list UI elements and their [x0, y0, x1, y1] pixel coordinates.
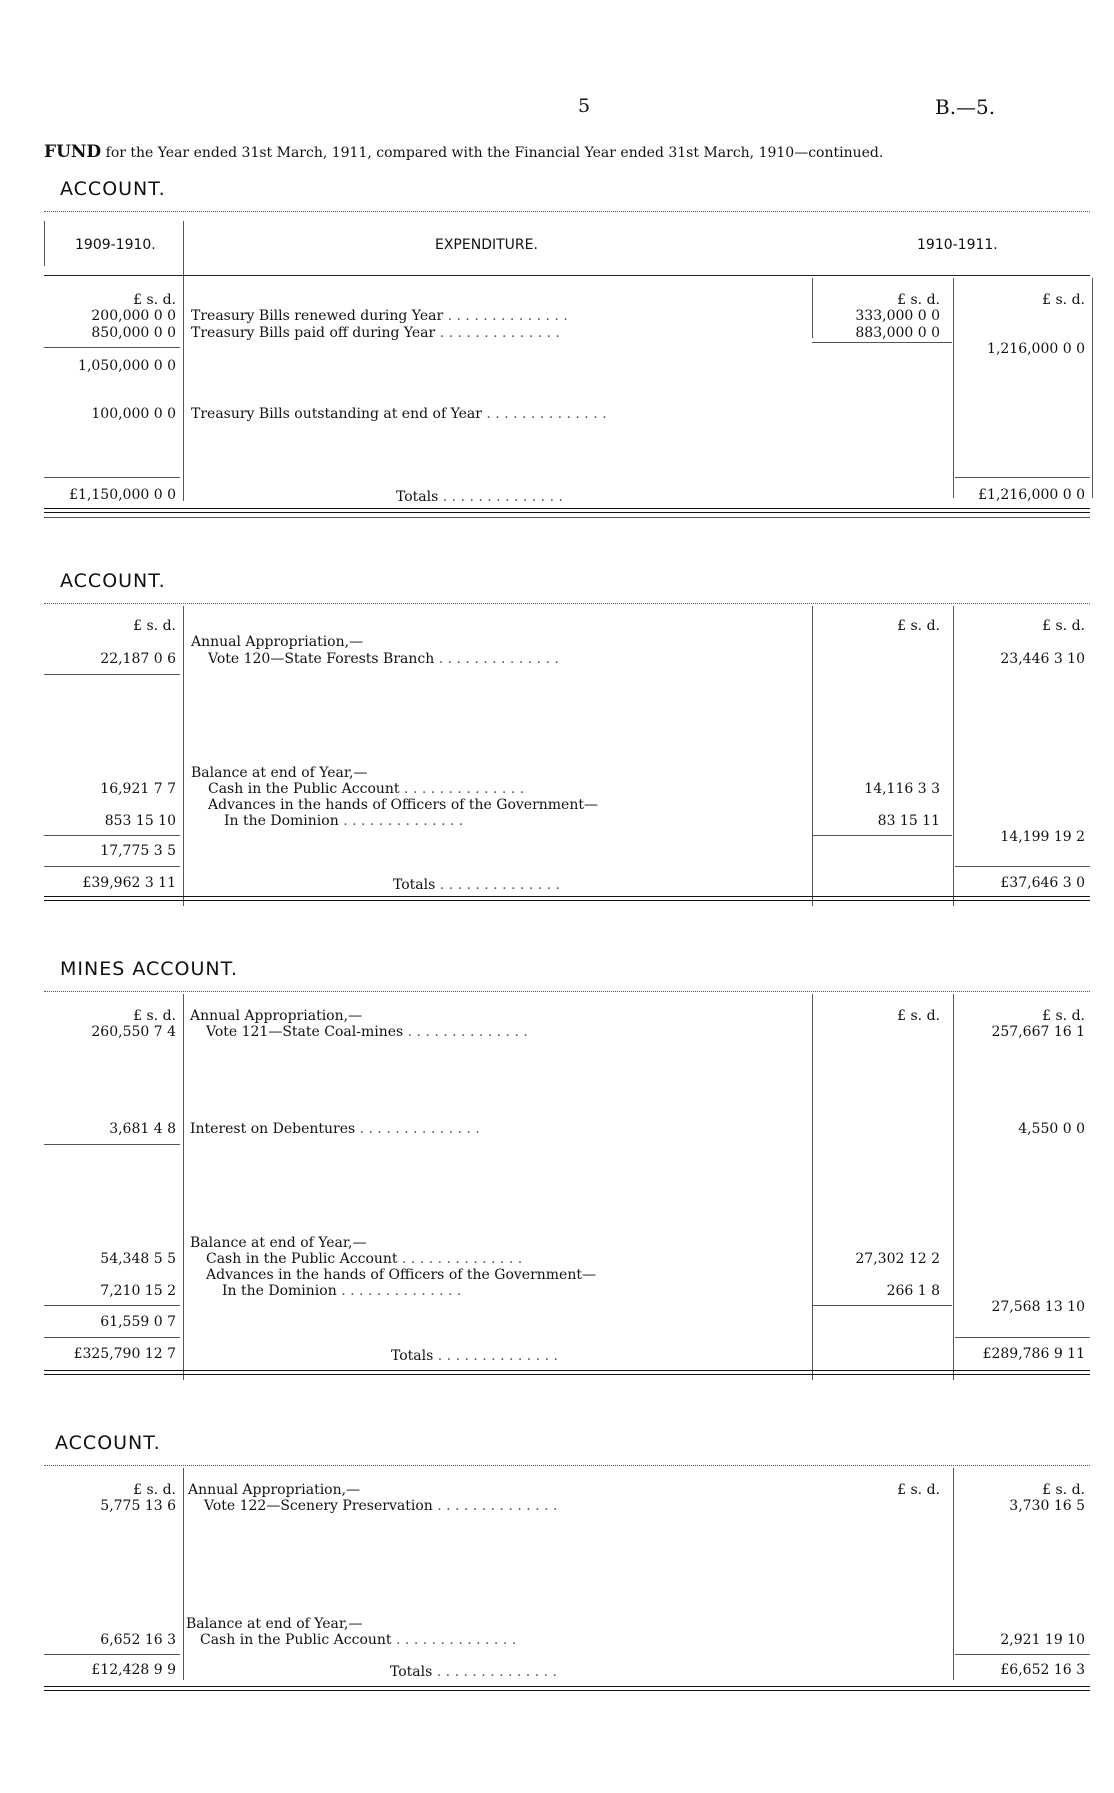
section4-unit-right: £ s. d. [1042, 1482, 1085, 1498]
section1-unit-prev: £ s. d. [133, 292, 176, 308]
section3-subtotal-prev: 61,559 0 7 [100, 1314, 176, 1330]
section2-dominion-prev: 853 15 10 [104, 813, 176, 829]
section2-title: ACCOUNT. [60, 570, 166, 592]
section4-cash: Cash in the Public Account . . . . . . . . . . . . . . [200, 1632, 517, 1648]
section3-balance: Balance at end of Year,— [190, 1235, 367, 1251]
section2-cash-mid: 14,116 3 3 [864, 781, 940, 797]
section3-dominion-mid: 266 1 8 [886, 1283, 940, 1299]
section4-cash-leaders: . . . . . . . . . . . . . . [396, 1632, 517, 1648]
section3-unit-prev: £ s. d. [133, 1008, 176, 1024]
section4-cash-right: 2,921 19 10 [1000, 1632, 1085, 1648]
section2-subtotal-prev: 17,775 3 5 [100, 843, 176, 859]
page-heading [44, 142, 883, 162]
section3-dominion-leaders: . . . . . . . . . . . . . . [341, 1283, 462, 1299]
section1-total-prev: £1,150,000 0 0 [69, 487, 176, 503]
section2-cash-leaders: . . . . . . . . . . . . . . [404, 781, 525, 797]
section2-total-leaders: . . . . . . . . . . . . . . [439, 877, 560, 893]
section2-total-prev: £39,962 3 11 [82, 875, 176, 891]
section2-dominion: In the Dominion . . . . . . . . . . . . . . [224, 813, 464, 829]
section1-row3-prev: 100,000 0 0 [91, 406, 176, 422]
section3-dominion-prev: 7,210 15 2 [100, 1283, 176, 1299]
section1-unit-right: £ s. d. [1042, 292, 1085, 308]
section3-vote: Vote 121—State Coal-mines . . . . . . . . . . . . . . [206, 1024, 528, 1040]
section3-cash-leaders: . . . . . . . . . . . . . . [402, 1251, 523, 1267]
section3-vote-right: 257,667 16 1 [991, 1024, 1085, 1040]
section1-row2-desc: Treasury Bills paid off during Year . . . . . . . . . . . . . . [191, 325, 560, 341]
section3-total-leaders: . . . . . . . . . . . . . . [437, 1348, 558, 1364]
section4-unit-mid: £ s. d. [897, 1482, 940, 1498]
section1-subtotal-prev: 1,050,000 0 0 [78, 358, 176, 374]
page-reference: B.—5. [935, 95, 996, 119]
section4-total-label: Totals . . . . . . . . . . . . . . [390, 1664, 557, 1680]
section3-title: MINES ACCOUNT. [60, 958, 238, 980]
section4-vote-prev: 5,775 13 6 [100, 1498, 176, 1514]
section1-row1-prev: 200,000 0 0 [91, 308, 176, 324]
section2-dominion-leaders: . . . . . . . . . . . . . . [343, 813, 464, 829]
section1-total-label: Totals . . . . . . . . . . . . . . [396, 489, 563, 505]
section3-interest-prev: 3,681 4 8 [109, 1121, 176, 1137]
section4-unit-prev: £ s. d. [133, 1482, 176, 1498]
section1-total-right: £1,216,000 0 0 [978, 487, 1085, 503]
section4-total-prev: £12,428 9 9 [91, 1662, 176, 1678]
section2-vote-right: 23,446 3 10 [1000, 651, 1085, 667]
section1-row2-mid: 883,000 0 0 [855, 325, 940, 341]
section1-col-curr: 1910-1911. [917, 237, 998, 253]
section1-row1-mid: 333,000 0 0 [855, 308, 940, 324]
section2-total-right: £37,646 3 0 [1000, 875, 1085, 891]
section4-vote-right: 3,730 16 5 [1009, 1498, 1085, 1514]
section4-balance: Balance at end of Year,— [186, 1616, 363, 1632]
heading-rest: for the Year ended 31st March, 1911, compared with the Financial Year ended 31st March, 1910—continued. [105, 145, 884, 161]
section2-cash-prev: 16,921 7 7 [100, 781, 176, 797]
section3-appropriation: Annual Appropriation,— [190, 1008, 363, 1024]
section4-title: ACCOUNT. [55, 1432, 161, 1454]
section2-total-label: Totals . . . . . . . . . . . . . . [393, 877, 560, 893]
section3-interest: Interest on Debentures . . . . . . . . . . . . . . [190, 1121, 480, 1137]
section2-vote-leaders: . . . . . . . . . . . . . . [438, 651, 559, 667]
section3-total-label: Totals . . . . . . . . . . . . . . [391, 1348, 558, 1364]
section3-balance-right: 27,568 13 10 [991, 1299, 1085, 1315]
section1-row3-leaders: . . . . . . . . . . . . . . [486, 406, 607, 422]
section3-cash: Cash in the Public Account . . . . . . . . . . . . . . [206, 1251, 523, 1267]
section2-advances: Advances in the hands of Officers of the Government— [208, 797, 598, 813]
section3-vote-prev: 260,550 7 4 [91, 1024, 176, 1040]
section1-row1-leaders: . . . . . . . . . . . . . . [447, 308, 568, 324]
section1-title: ACCOUNT. [60, 178, 166, 200]
section3-dominion: In the Dominion . . . . . . . . . . . . . . [222, 1283, 462, 1299]
section3-unit-right: £ s. d. [1042, 1008, 1085, 1024]
section4-cash-prev: 6,652 16 3 [100, 1632, 176, 1648]
section1-subtotal-right: 1,216,000 0 0 [987, 341, 1085, 357]
section3-advances: Advances in the hands of Officers of the Government— [206, 1267, 596, 1283]
section3-total-right: £289,786 9 11 [982, 1346, 1085, 1362]
section1-total-leaders: . . . . . . . . . . . . . . [442, 489, 563, 505]
section4-vote: Vote 122—Scenery Preservation . . . . . . . . . . . . . . [204, 1498, 558, 1514]
section2-appropriation: Annual Appropriation,— [191, 634, 364, 650]
section3-cash-mid: 27,302 12 2 [855, 1251, 940, 1267]
section1-row3-desc: Treasury Bills outstanding at end of Year . . . . . . . . . . . . . . [191, 406, 607, 422]
section2-unit-right: £ s. d. [1042, 618, 1085, 634]
section4-total-right: £6,652 16 3 [1000, 1662, 1085, 1678]
section4-vote-leaders: . . . . . . . . . . . . . . [437, 1498, 558, 1514]
section2-cash: Cash in the Public Account . . . . . . . . . . . . . . [208, 781, 525, 797]
section3-cash-prev: 54,348 5 5 [100, 1251, 176, 1267]
section4-total-leaders: . . . . . . . . . . . . . . [436, 1664, 557, 1680]
section3-vote-leaders: . . . . . . . . . . . . . . [407, 1024, 528, 1040]
section3-interest-leaders: . . . . . . . . . . . . . . [359, 1121, 480, 1137]
section3-interest-right: 4,550 0 0 [1018, 1121, 1085, 1137]
section1-col-desc: EXPENDITURE. [435, 237, 538, 253]
section3-unit-mid: £ s. d. [897, 1008, 940, 1024]
heading-fund: FUND [44, 142, 102, 162]
section1-unit-mid: £ s. d. [897, 292, 940, 308]
page-number: 5 [578, 95, 591, 117]
section1-row2-prev: 850,000 0 0 [91, 325, 176, 341]
section2-unit-prev: £ s. d. [133, 618, 176, 634]
section2-balance: Balance at end of Year,— [191, 765, 368, 781]
section3-total-prev: £325,790 12 7 [73, 1346, 176, 1362]
section2-vote-prev: 22,187 0 6 [100, 651, 176, 667]
section1-row2-leaders: . . . . . . . . . . . . . . [439, 325, 560, 341]
section1-col-prev: 1909-1910. [75, 237, 156, 253]
section2-vote: Vote 120—State Forests Branch . . . . . . . . . . . . . . [208, 651, 559, 667]
section2-balance-right: 14,199 19 2 [1000, 829, 1085, 845]
section1-row1-desc: Treasury Bills renewed during Year . . . . . . . . . . . . . . [191, 308, 568, 324]
section2-unit-mid: £ s. d. [897, 618, 940, 634]
section4-appropriation: Annual Appropriation,— [188, 1482, 361, 1498]
section2-dominion-mid: 83 15 11 [877, 813, 940, 829]
